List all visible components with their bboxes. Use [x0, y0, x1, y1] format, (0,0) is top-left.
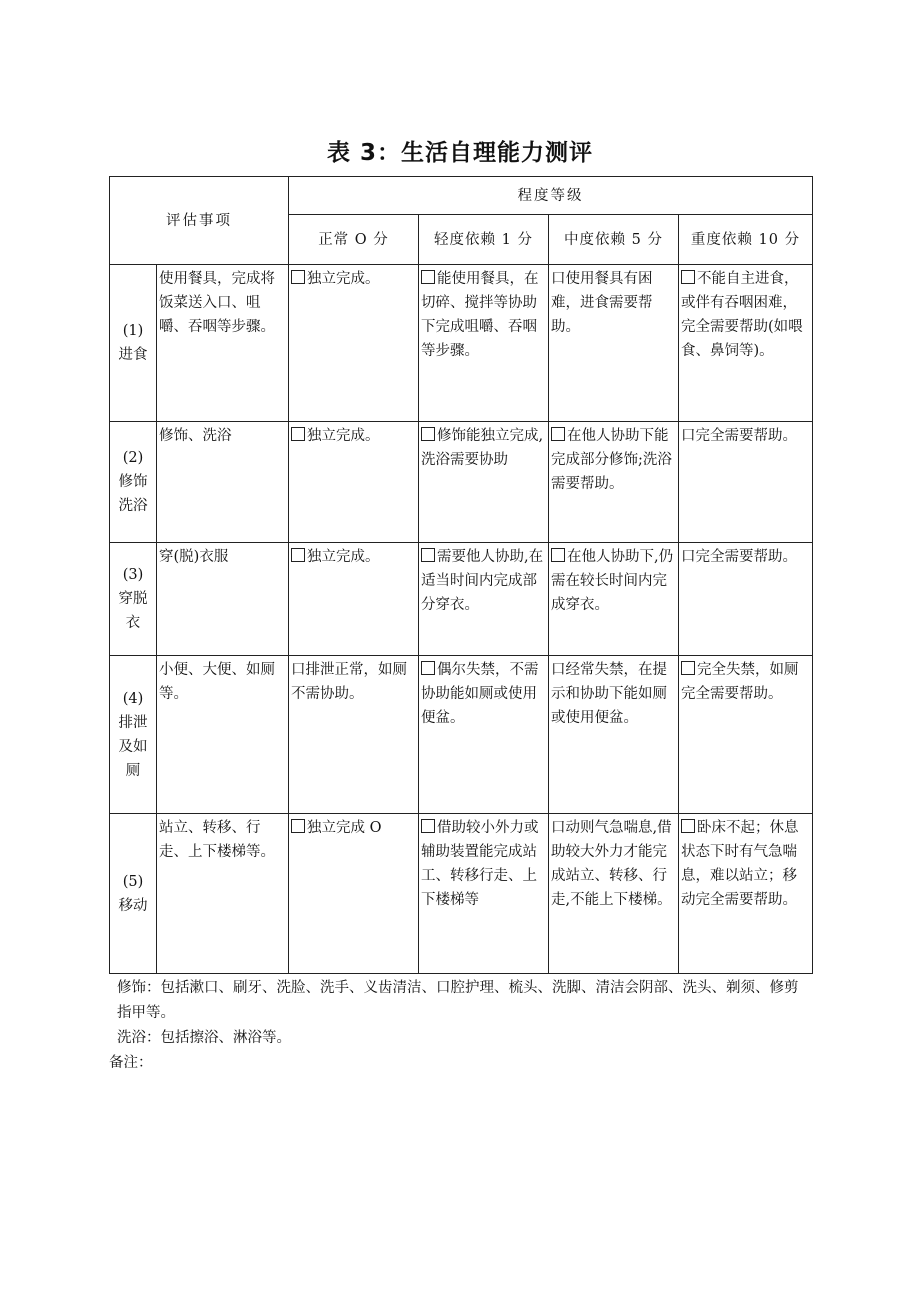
- header-level-normal: 正常 O 分: [289, 215, 419, 265]
- checkbox-icon[interactable]: [421, 427, 435, 441]
- checkbox-icon[interactable]: [681, 819, 695, 833]
- option-severe[interactable]: 不能自主进食，或伴有吞咽困难，完全需要帮助(如喂食、鼻饲等)。: [679, 265, 813, 422]
- option-mild[interactable]: 偶尔失禁，不需协助能如厕或使用便盆。: [419, 656, 549, 814]
- item-number: (3): [122, 567, 144, 583]
- option-severe[interactable]: 口完全需要帮助。: [679, 422, 813, 543]
- item-label: [110, 656, 157, 814]
- option-normal[interactable]: 独立完成。: [289, 422, 419, 543]
- item-label: [110, 814, 157, 974]
- item-name: 移动: [118, 897, 148, 914]
- checkbox-icon[interactable]: [291, 427, 305, 441]
- checkbox-icon[interactable]: [551, 548, 565, 562]
- option-mild[interactable]: 修饰能独立完成,洗浴需要协助: [419, 422, 549, 543]
- table-row: [110, 422, 813, 543]
- item-description: 穿(脱)衣服: [157, 543, 289, 656]
- page-title: 表 3：生活自理能力测评: [326, 140, 593, 166]
- item-description: 使用餐具，完成将饭菜送入口、咀嚼、吞咽等步骤。: [157, 265, 289, 422]
- table-row: [110, 656, 813, 814]
- option-normal[interactable]: 独立完成。: [289, 265, 419, 422]
- header-level-severe: 重度依赖 10 分: [679, 215, 813, 265]
- item-description: 站立、转移、行走、上下楼梯等。: [157, 814, 289, 974]
- checkbox-icon[interactable]: [681, 661, 695, 675]
- notes-section: [109, 976, 812, 1076]
- checkbox-icon[interactable]: [421, 819, 435, 833]
- option-normal[interactable]: 独立完成。: [289, 543, 419, 656]
- header-assessment-item: 评估事项: [110, 177, 289, 265]
- option-mild[interactable]: 借助较小外力或辅助装置能完成站工、转移行走、上下楼梯等: [419, 814, 549, 974]
- option-normal[interactable]: 口排泄正常，如厕不需协助。: [289, 656, 419, 814]
- option-mild[interactable]: 需要他人协助,在适当时间内完成部分穿衣。: [419, 543, 549, 656]
- checkbox-icon[interactable]: [291, 819, 305, 833]
- table-row: [110, 265, 813, 422]
- option-normal[interactable]: 独立完成 O: [289, 814, 419, 974]
- checkbox-icon[interactable]: [551, 427, 565, 441]
- checkbox-icon[interactable]: [421, 661, 435, 675]
- checkbox-icon[interactable]: [291, 270, 305, 284]
- item-number: (1): [122, 323, 144, 339]
- header-degree-level: 程度等级: [289, 177, 813, 215]
- table-row: [110, 543, 813, 656]
- option-moderate[interactable]: 在他人协助下,仍需在较长时间内完成穿衣。: [549, 543, 679, 656]
- option-moderate[interactable]: 口动则气急喘息,借助较大外力才能完成站立、转移、行走,不能上下楼梯。: [549, 814, 679, 974]
- note-bathing: 洗浴：包括擦浴、淋浴等。: [117, 1030, 291, 1046]
- header-level-moderate: 中度依赖 5 分: [549, 215, 679, 265]
- checkbox-icon[interactable]: [291, 548, 305, 562]
- item-number: (2): [122, 450, 144, 466]
- option-moderate[interactable]: 在他人协助下能完成部分修饰;洗浴需要帮助。: [549, 422, 679, 543]
- table-row: [110, 814, 813, 974]
- header-level-mild: 轻度依赖 1 分: [419, 215, 549, 265]
- option-severe[interactable]: 口完全需要帮助。: [679, 543, 813, 656]
- item-label: [110, 543, 157, 656]
- item-label: [110, 422, 157, 543]
- item-label: [110, 265, 157, 422]
- checkbox-icon[interactable]: [421, 270, 435, 284]
- item-name: 修饰洗浴: [118, 474, 148, 514]
- item-name: 进食: [118, 347, 148, 363]
- self-care-assessment-table: [109, 176, 813, 974]
- checkbox-icon[interactable]: [681, 270, 695, 284]
- option-mild[interactable]: 能使用餐具，在切碎、搅拌等协助下完成咀嚼、吞咽等步骤。: [419, 265, 549, 422]
- option-moderate[interactable]: 口使用餐具有困难，进食需要帮助。: [549, 265, 679, 422]
- item-name: 排泄及如厕: [118, 714, 148, 779]
- item-description: 修饰、洗浴: [157, 422, 289, 543]
- item-name: 穿脱衣: [118, 591, 148, 631]
- option-severe[interactable]: 完全失禁，如厕完全需要帮助。: [679, 656, 813, 814]
- item-description: 小便、大便、如厕等。: [157, 656, 289, 814]
- option-severe[interactable]: 卧床不起；休息状态下时有气急喘息，难以站立；移动完全需要帮助。: [679, 814, 813, 974]
- checkbox-icon[interactable]: [421, 548, 435, 562]
- note-remark: 备注：: [109, 1055, 153, 1071]
- item-number: (5): [122, 873, 144, 890]
- option-moderate[interactable]: 口经常失禁，在提示和协助下能如厕或使用便盆。: [549, 656, 679, 814]
- item-number: (4): [122, 690, 144, 707]
- note-grooming: 修饰：包括漱口、刷牙、洗脸、洗手、义齿清洁、口腔护理、梳头、洗脚、清洁会阴部、洗头、剃须、修剪指甲等。: [117, 980, 799, 1021]
